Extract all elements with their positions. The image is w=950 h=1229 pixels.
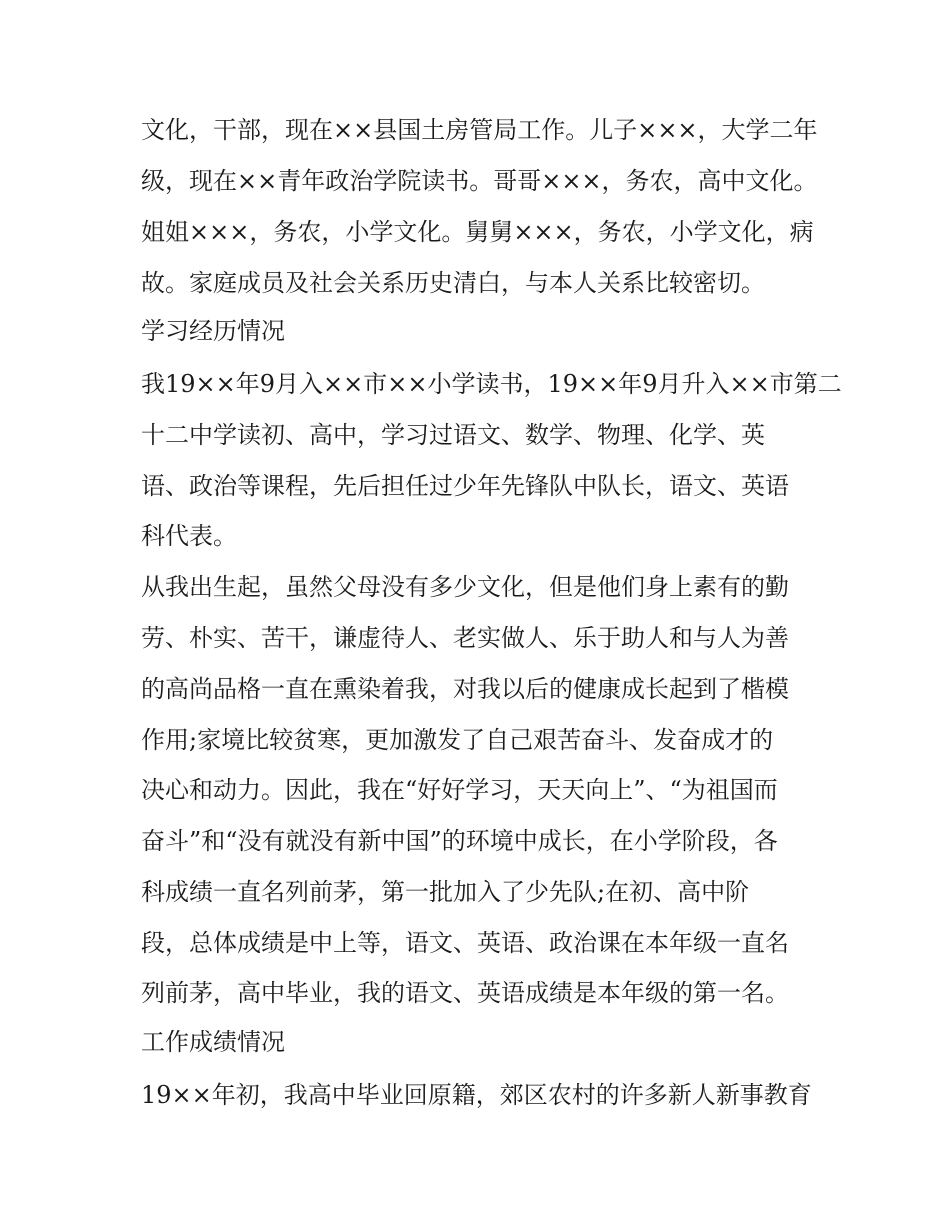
text-line: 段，总体成绩是中上等，语文、英语、政治课在本年级一直名 [141,929,789,957]
section-heading: 工作成绩情况 [141,1028,285,1056]
text-line: 奋斗”和“没有就没有新中国”的环境中成长，在小学阶段，各 [141,827,778,855]
text-line: 姐姐×××，务农，小学文化。舅舅×××，务农，小学文化，病 [141,218,814,246]
text-line: 语、政治等课程，先后担任过少年先锋队中队长，语文、英语 [141,472,789,500]
text-line: 文化，干部，现在××县国土房管局工作。儿子×××，大学二年 [141,116,818,144]
text-line: 从我出生起，虽然父母没有多少文化，但是他们身上素有的勤 [141,573,789,601]
text-line: 级，现在××青年政治学院读书。哥哥×××，务农，高中文化。 [141,167,818,195]
text-line: 科成绩一直名列前茅，第一批加入了少先队;在初、高中阶 [141,878,750,906]
text-line: 故。家庭成员及社会关系历史清白，与本人关系比较密切。 [141,269,765,297]
text-line: 决心和动力。因此，我在“好好学习，天天向上”、“为祖国而 [141,776,778,804]
text-line: 列前茅，高中毕业，我的语文、英语成绩是本年级的第一名。 [141,979,789,1007]
section-heading: 学习经历情况 [141,317,285,345]
text-line: 的高尚品格一直在熏染着我，对我以后的健康成长起到了楷模 [141,675,789,703]
text-line: 作用;家境比较贫寒，更加激发了自己艰苦奋斗、发奋成才的 [141,726,774,754]
text-line: 19××年初，我高中毕业回原籍，郊区农村的许多新人新事教育 [141,1081,812,1109]
text-line: 科代表。 [141,522,237,550]
text-line: 十二中学读初、高中，学习过语文、数学、物理、化学、英 [141,421,765,449]
text-line: 劳、朴实、苦干，谦虚待人、老实做人、乐于助人和与人为善 [141,624,789,652]
text-line: 我19××年9月入××市××小学读书，19××年9月升入××市第二 [141,370,842,398]
